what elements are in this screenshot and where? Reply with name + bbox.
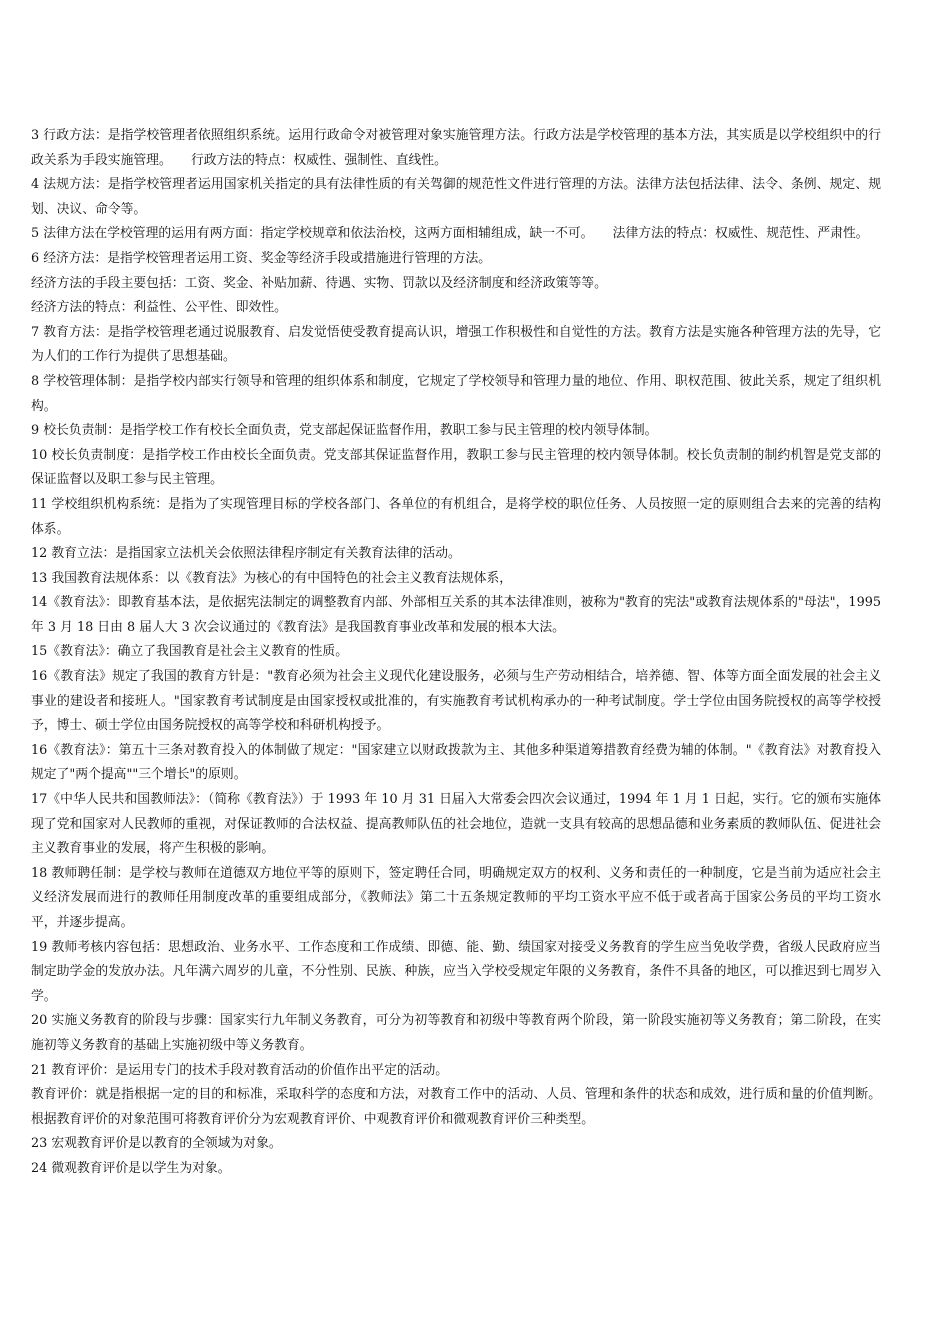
paragraph-13-law-system: 13 我国教育法规体系：以《教育法》为核心的有中国特色的社会主义教育法规体系， [31, 570, 513, 586]
paragraph-6-economic-method: 6 经济方法：是指学校管理者运用工资、奖金等经济手段或措施进行管理的方法。 [31, 250, 492, 266]
paragraph-15-education-law: 15《教育法》：确立了我国教育是社会主义教育的性质。 [31, 644, 349, 660]
paragraph-21-education-evaluation: 21 教育评价：是运用专门的技术手段对教育活动的价值作出平定的活动。 [31, 1062, 449, 1078]
paragraph-economic-features: 经济方法的特点：利益性、公平性、即效性。 [31, 300, 287, 316]
paragraph-19-teacher-assessment: 19 教师考核内容包括：思想政治、业务水平、工作态度和工作成绩、即德、能、勤、绩国家对接受义务教育的学生应当免收学费，省级人民政府应当制定助学金的发放办法。凡年满六周岁的儿童，不分性别、民族、种族，应当入学校受规定年限的义务教育，条件不具备的地区，可以推迟到七周岁入学。 [31, 939, 881, 1004]
paragraph-10-principal-responsibility-system: 10 校长负责制度：是指学校工作由校长全面负责。党支部其保证监督作用，教职工参与民主管理的校内领导体制。校长负责制的制约机智是党支部的保证监督以及职工参与民主管理。 [31, 447, 881, 488]
paragraph-4-regulation-method: 4 法规方法：是指学校管理者运用国家机关指定的具有法律性质的有关驾御的规范性文件进行管理的方法。法律方法包括法律、法令、条例、规定、规划、决议、命令等。 [31, 177, 881, 217]
paragraph-16-education-policy: 16《教育法》规定了我国的教育方针是："教育必须为社会主义现代化建设服务，必须与生产劳动相结合，培养德、智、体等方面全面发展的社会主义事业的建设者和接班人。"国家教育考试制度是由国家授权或批准的，有实施教育考试机构承办的一种考试制度。学士学位由国务院授权的高等学校授予，博士、硕士学位由国务院授权的高等学校和科研机构授予。 [31, 669, 881, 734]
paragraph-3-administrative-method: 3 行政方法：是指学校管理者依照组织系统。运用行政命令对被管理对象实施管理方法。行政方法是学校管理的基本方法，其实质是以学校组织中的行政关系为手段实施管理。 行政方法的特点：权威性、强制性、直线性。 [31, 128, 881, 168]
paragraph-16-education-investment: 16《教育法》：第五十三条对教育投入的体制做了规定："国家建立以财政拨款为主、其他多种渠道筹措教育经费为辅的体制。"《教育法》对教育投入规定了"两个提高""三个增长"的原则。 [31, 742, 881, 783]
paragraph-24-micro-evaluation: 24 微观教育评价是以学生为对象。 [31, 1160, 231, 1176]
paragraph-economic-means: 经济方法的手段主要包括：工资、奖金、补贴加薪、待遇、实物、罚款以及经济制度和经济政策等等。 [31, 275, 607, 291]
paragraph-18-teacher-employment: 18 教师聘任制：是学校与教师在道德双方地位平等的原则下，签定聘任合同，明确规定双方的权利、义务和责任的一种制度，它是当前为适应社会主义经济发展而进行的教师任用制度改革的重要组成部分，《教师法》第二十五条规定教师的平均工资水平应不低于或者高于国家公务员的平均工资水平，并逐步提高。 [31, 865, 881, 930]
paragraph-23-macro-evaluation: 23 宏观教育评价是以教育的全领域为对象。 [31, 1136, 282, 1152]
paragraph-20-compulsory-education: 20 实施义务教育的阶段与步骤：国家实行九年制义务教育，可分为初等教育和初级中等教育两个阶段，第一阶段实施初等义务教育；第二阶段，在实施初等义务教育的基础上实施初级中等义务教育。 [31, 1013, 881, 1053]
document-body [31, 124, 881, 1182]
paragraph-12-education-legislation: 12 教育立法：是指国家立法机关会依照法律程序制定有关教育法律的活动。 [31, 546, 461, 562]
paragraph-5-legal-method: 5 法律方法在学校管理的运用有两方面：指定学校规章和依法治校，这两方面相辅组成，缺一不可。 法律方法的特点：权威性、规范性、严肃性。 [31, 226, 869, 242]
paragraph-11-organization-system: 11 学校组织机构系统：是指为了实现管理目标的学校各部门、各单位的有机组合，是将学校的职位任务、人员按照一定的原则组合去来的完善的结构体系。 [31, 496, 881, 537]
paragraph-17-teacher-law: 17《中华人民共和国教师法》：（简称《教育法》）于 1993 年 10 月 31 日届入大常委会四次会议通过，1994 年 1 月 1 日起，实行。它的颁布实施体现了党和国家对人民教师的重视，对保证教师的合法权益、提高教师队伍的社会地位，造就一支具有较高的思想品德和业务素质的教师队伍、促进社会主义教育事业的发展，将产生积极的影响。 [31, 792, 881, 857]
paragraph-8-management-system: 8 学校管理体制：是指学校内部实行领导和管理的组织体系和制度，它规定了学校领导和管理力量的地位、作用、职权范围、彼此关系，规定了组织机构。 [31, 373, 881, 414]
paragraph-education-evaluation-definition: 教育评价：就是指根据一定的目的和标准，采取科学的态度和方法，对教育工作中的活动、人员、管理和条件的状态和成效，进行质和量的价值判断。根据教育评价的对象范围可将教育评价分为宏观教育评价、中观教育评价和微观教育评价三种类型。 [31, 1087, 881, 1127]
paragraph-9-principal-responsibility: 9 校长负责制：是指学校工作有校长全面负责，党支部起保证监督作用，教职工参与民主管理的校内领导体制。 [31, 423, 658, 439]
paragraph-14-education-law: 14《教育法》：即教育基本法，是依据宪法制定的调整教育内部、外部相互关系的其本法律准则，被称为"教育的宪法"或教育法规体系的"母法"，1995 年 3 月 18 日由 8 届人大 3 次会议通过的《教育法》是我国教育事业改革和发展的根本大法。 [31, 595, 881, 635]
paragraph-7-education-method: 7 教育方法：是指学校管理老通过说服教育、启发觉悟使受教育提高认识，增强工作积极性和自觉性的方法。教育方法是实施各种管理方法的先导，它为人们的工作行为提供了思想基础。 [31, 324, 881, 365]
